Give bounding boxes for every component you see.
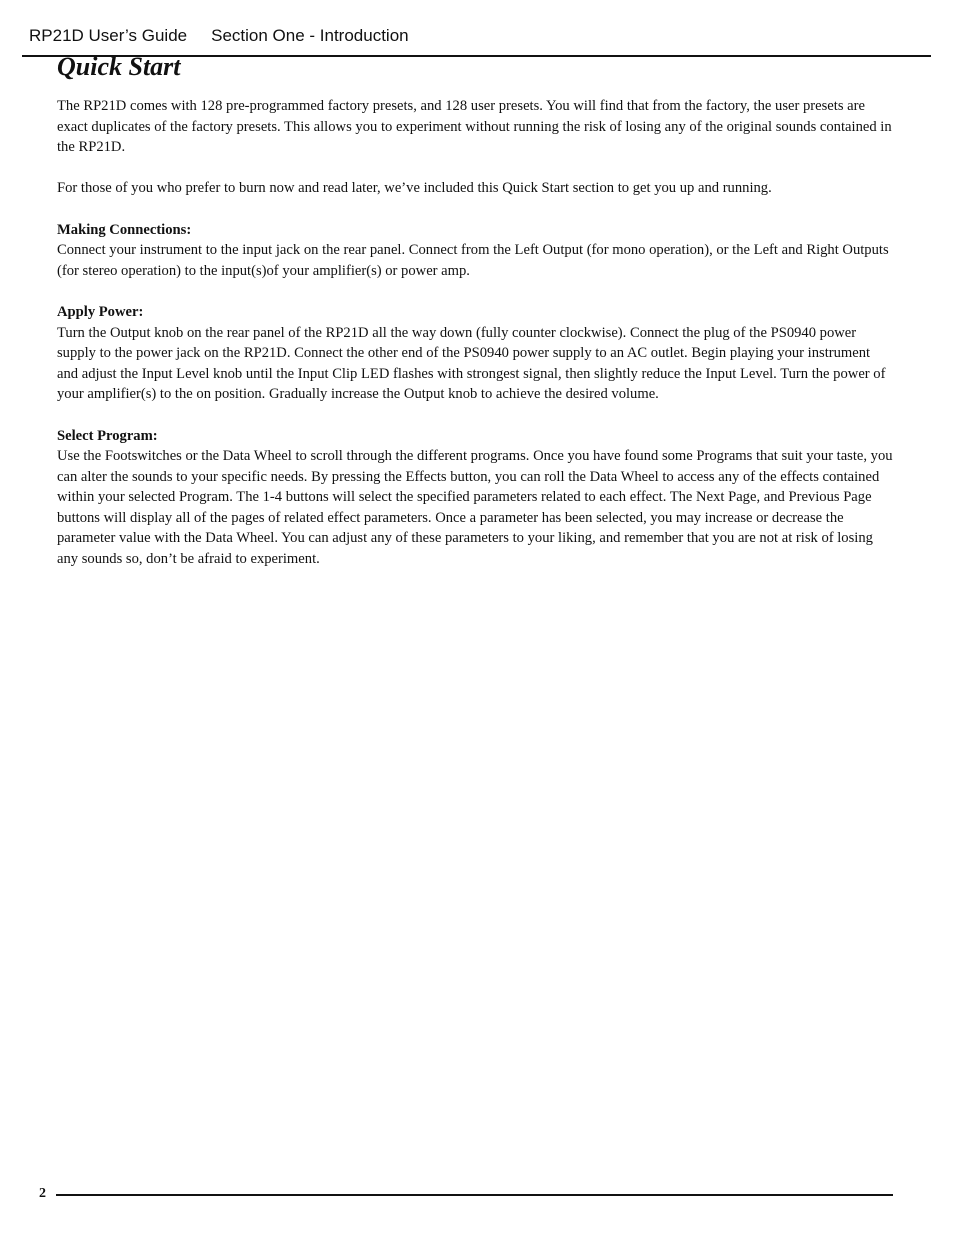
footer-divider [56, 1194, 893, 1196]
page-title: Quick Start [57, 52, 181, 81]
apply-power-heading: Apply Power: [57, 303, 144, 320]
guide-title: RP21D User’s Guide [29, 26, 188, 45]
page-number: 2 [39, 1186, 46, 1201]
making-connections-heading: Making Connections: [57, 221, 192, 238]
page-content [57, 96, 893, 590]
intro-paragraph-1: The RP21D comes with 128 pre-programmed factory presets, and 128 user presets. You will find that from the factory, the user presets are exact duplicates of the factory presets. This allows you to experiment without running the risk of losing any of the original sounds contained in the RP21D. [57, 98, 892, 156]
select-program-body: Use the Footswitches or the Data Wheel to scroll through the different programs. Once you have found some Programs that suit your taste, you can alter the sounds to your specific needs. By pressing the Effects button, you can roll the Data Wheel to access any of the effects contained within your selected Program. The 1-4 buttons will select the specified parameters related to each effect. The Next Page, and Previous Page buttons will display all of the pages of related effect parameters. Once a parameter has been selected, you may increase or decrease the parameter value with the Data Wheel. You can adjust any of these parameters to your liking, and remember that you are not at risk of losing any sounds so, don’t be afraid to experiment. [57, 448, 893, 568]
select-program-heading: Select Program: [57, 427, 158, 444]
making-connections-body: Connect your instrument to the input jack on the rear panel. Connect from the Left Output (for mono operation), or the Left and Right Outputs (for stereo operation) to the input(s)of your amplifier(s) or power amp. [57, 242, 889, 279]
running-header [29, 26, 409, 46]
section-title: Section One - Introduction [211, 26, 409, 45]
apply-power-body: Turn the Output knob on the rear panel of the RP21D all the way down (fully counter clockwise). Connect the plug of the PS0940 power supply to the power jack on the RP21D. Connect the other end of the PS0940 power supply to an AC outlet. Begin playing your instrument and adjust the Input Level knob until the Input Clip LED flashes with strongest signal, then slightly reduce the Input Level. Turn the power of your amplifier(s) to the on position. Gradually increase the Output knob to achieve the desired volume. [57, 324, 886, 403]
intro-paragraph-2: For those of you who prefer to burn now and read later, we’ve included this Quick Start section to get you up and running. [57, 180, 772, 197]
